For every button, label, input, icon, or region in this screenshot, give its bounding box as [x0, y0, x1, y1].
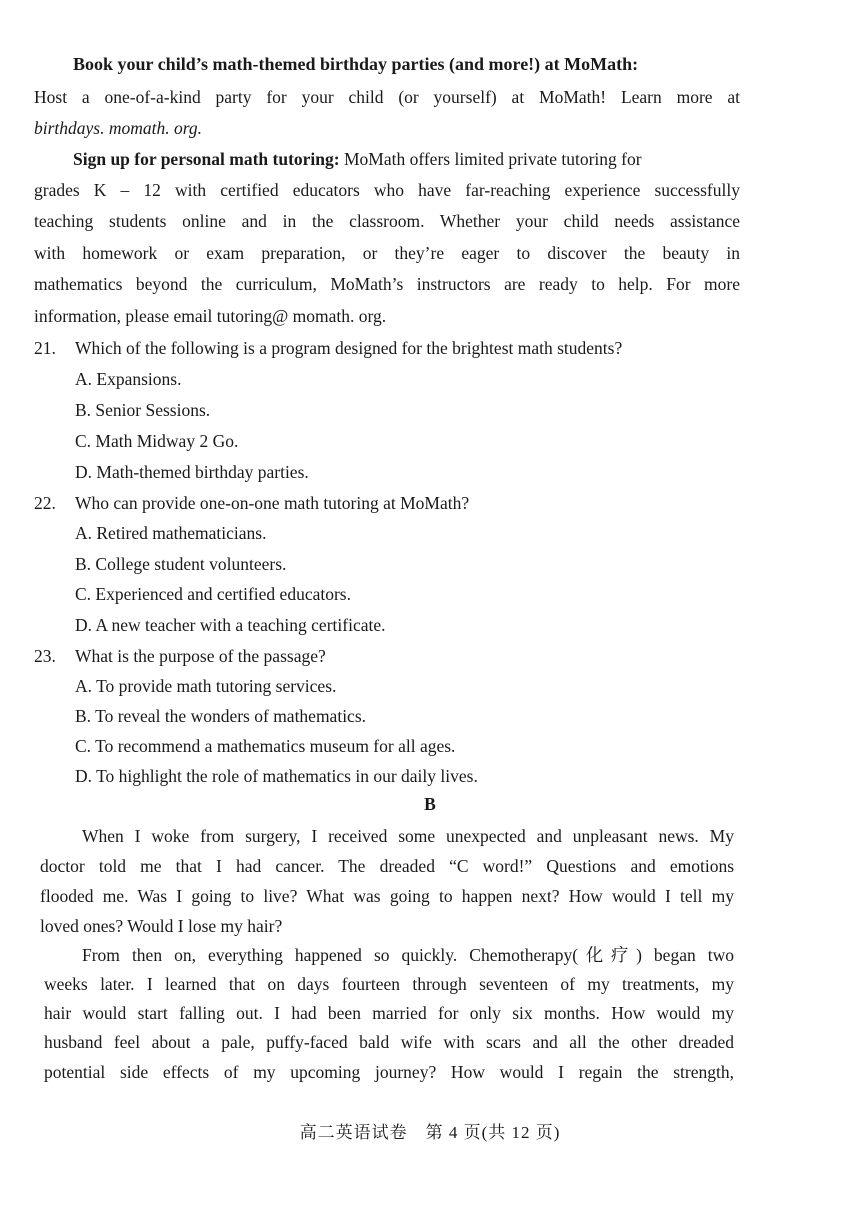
- option-23-b: B. To reveal the wonders of mathematics.: [75, 706, 367, 726]
- option-21-a: A. Expansions.: [75, 369, 182, 389]
- option-22-d: D. A new teacher with a teaching certificate.: [75, 615, 386, 635]
- question-text: Who can provide one-on-one math tutoring at MoMath?: [75, 493, 470, 513]
- section-b-label: B: [424, 794, 436, 814]
- birthday-line-1: Host a one-of-a-kind party for your child (or yourself) at MoMath! Learn more at: [34, 87, 740, 107]
- tutoring-line-3: teaching students online and in the classroom. Whether your child needs assistance: [34, 211, 740, 231]
- passage-b-line-3: flooded me. Was I going to live? What was going to happen next? How would I tell my: [40, 886, 734, 906]
- option-23-a: A. To provide math tutoring services.: [75, 676, 337, 696]
- option-22-c: C. Experienced and certified educators.: [75, 584, 351, 604]
- question-21: [34, 337, 740, 359]
- tutoring-first-line: [73, 148, 740, 170]
- passage-b-line-6: weeks later. I learned that on days fourteen through seventeen of my treatments, my: [44, 974, 734, 994]
- option-22-b: B. College student volunteers.: [75, 554, 287, 574]
- passage-b-line-4: loved ones? Would I lose my hair?: [40, 916, 283, 936]
- passage-b-line-5: From then on, everything happened so quickly. Chemotherapy(化疗) began two: [82, 945, 734, 965]
- tutoring-line-2: grades K – 12 with certified educators who have far-reaching experience successfully: [34, 180, 740, 200]
- question-text: Which of the following is a program designed for the brightest math students?: [75, 338, 623, 358]
- question-number: 22.: [34, 493, 56, 513]
- page-footer: 高二英语试卷 第 4 页(共 12 页): [299, 1123, 561, 1142]
- question-text: What is the purpose of the passage?: [75, 646, 326, 666]
- question-23: [34, 645, 740, 667]
- option-21-c: C. Math Midway 2 Go.: [75, 431, 239, 451]
- passage-b-line-1: When I woke from surgery, I received some unexpected and unpleasant news. My: [82, 826, 734, 846]
- option-21-d: D. Math-themed birthday parties.: [75, 462, 309, 482]
- passage-b-line-8: husband feel about a pale, puffy-faced bald wife with scars and all the other dreaded: [44, 1032, 734, 1052]
- option-23-c: C. To recommend a mathematics museum for all ages.: [75, 736, 456, 756]
- tutoring-heading: Sign up for personal math tutoring:: [73, 149, 340, 169]
- tutoring-line-6: information, please email tutoring@ momath. org.: [34, 306, 387, 326]
- option-21-b: B. Senior Sessions.: [75, 400, 211, 420]
- question-22: [34, 492, 740, 514]
- question-number: 23.: [34, 646, 56, 666]
- birthday-heading: Book your child’s math-themed birthday parties (and more!) at MoMath:: [73, 54, 639, 74]
- passage-b-line-2: doctor told me that I had cancer. The dreaded “C word!” Questions and emotions: [40, 856, 734, 876]
- question-number: 21.: [34, 338, 56, 358]
- option-23-d: D. To highlight the role of mathematics in our daily lives.: [75, 766, 478, 786]
- tutoring-line-1-rest: MoMath offers limited private tutoring for: [339, 149, 642, 169]
- passage-b-line-9: potential side effects of my upcoming journey? How would I regain the strength,: [44, 1062, 734, 1082]
- tutoring-line-5: mathematics beyond the curriculum, MoMath’s instructors are ready to help. For more: [34, 274, 740, 294]
- passage-b-line-7: hair would start falling out. I had been married for only six months. How would my: [44, 1003, 734, 1023]
- option-22-a: A. Retired mathematicians.: [75, 523, 267, 543]
- birthday-link: birthdays. momath. org.: [34, 118, 203, 138]
- tutoring-line-4: with homework or exam preparation, or they’re eager to discover the beauty in: [34, 243, 740, 263]
